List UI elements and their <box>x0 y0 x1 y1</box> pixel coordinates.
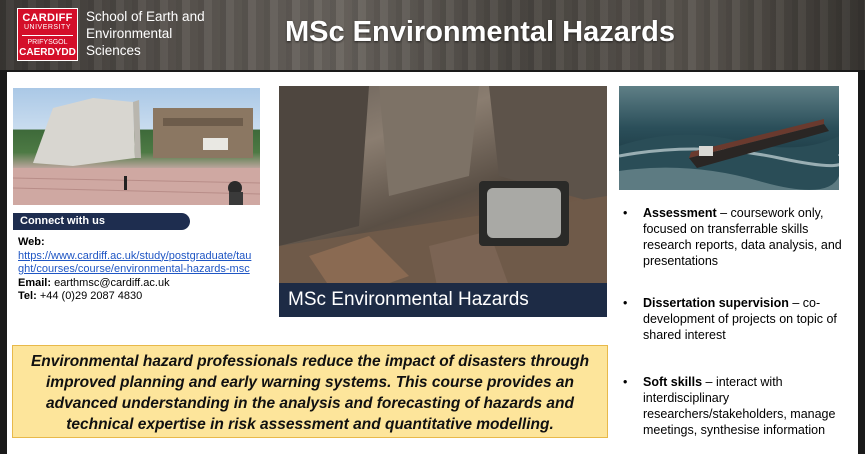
tel-label: Tel: <box>18 290 37 302</box>
school-name: School of Earth and Environmental Sciences <box>86 9 205 58</box>
course-features-list <box>621 205 843 437</box>
web-label: Web: <box>18 236 45 248</box>
grounded-ship-photo <box>619 86 839 190</box>
bullet-icon: • <box>623 206 628 220</box>
email-label: Email: <box>18 276 52 289</box>
list-item: • Dissertation supervision – co-development of projects on topic of shared interest <box>623 296 837 342</box>
course-web-link[interactable]: https://www.cardiff.ac.uk/study/postgraduate/taught/courses/course/environmental-hazards-msc <box>18 249 252 275</box>
cardiff-university-logo: CARDIFF UNIVERSITY PRIFYSGOL CAERDYDD <box>17 8 78 61</box>
bullet-icon: • <box>623 296 628 310</box>
memorial-photo <box>13 88 260 205</box>
list-item: • Soft skills – interact with interdisciplinary researchers/stakeholders, manage meetings, synthesise information <box>623 375 836 437</box>
connect-with-us-bar: Connect with us <box>13 213 190 230</box>
list-item: • Assessment – coursework only, focused on transferrable skills research reports, data analysis, and presentations <box>623 206 842 268</box>
contact-details <box>18 236 268 304</box>
header-banner <box>0 0 865 70</box>
course-description-callout: Environmental hazard professionals reduce the impact of disasters through improved planning and early warning systems. This course provides an advanced understanding in the analysis and forecasting of hazards and technical expertise in risk assessment and quantitative modelling. <box>12 345 608 438</box>
bullet-icon: • <box>623 375 628 389</box>
telephone-number: +44 (0)29 2087 4830 <box>39 290 143 302</box>
rubble-photo-caption: MSc Environmental Hazards <box>279 283 607 317</box>
email-address[interactable]: earthmsc@cardiff.ac.uk <box>54 276 170 289</box>
page-title: MSc Environmental Hazards <box>285 16 675 48</box>
